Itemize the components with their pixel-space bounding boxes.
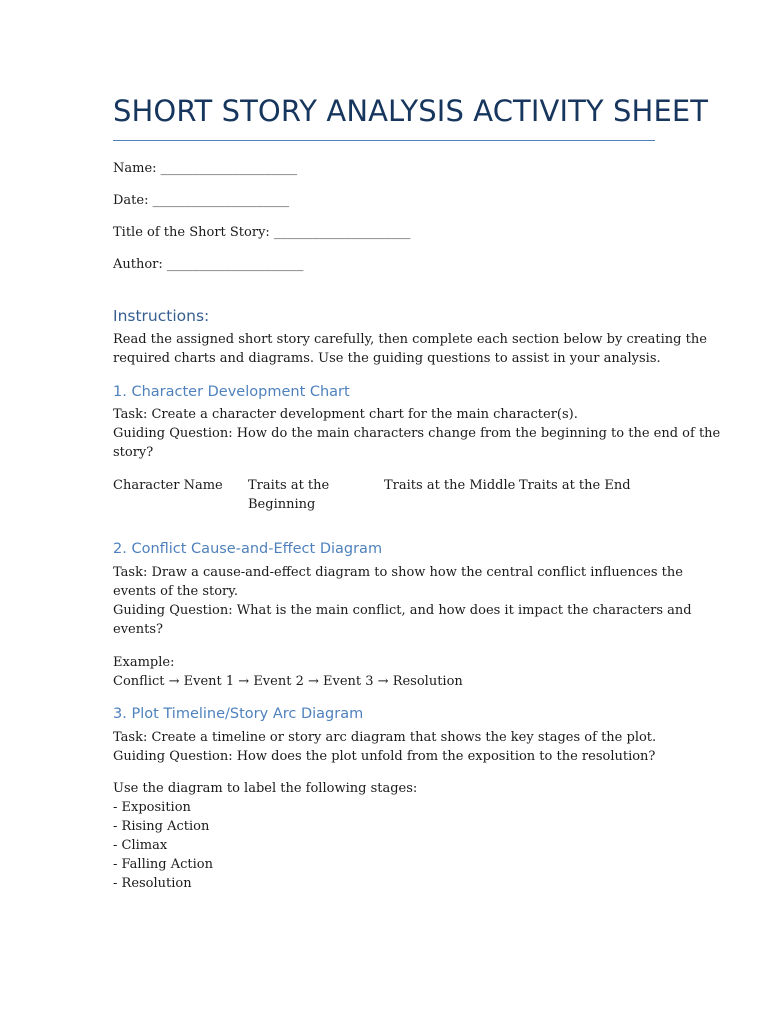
section1-task: Task: Create a character development chart for the main character(s).: [113, 407, 578, 422]
stage-item: - Exposition: [113, 800, 191, 815]
name-field: Name: _____________________: [113, 161, 298, 176]
instructions-heading: Instructions:: [113, 307, 210, 325]
column-header-line: Traits at the: [248, 478, 330, 493]
section3-question: Guiding Question: How does the plot unfold from the exposition to the resolution?: [113, 749, 656, 764]
instructions-line: Read the assigned short story carefully, then complete each section below by creating the: [113, 332, 707, 347]
section2-task: Task: Draw a cause-and-effect diagram to show how the central conflict influences the: [113, 565, 683, 580]
column-header-line: Beginning: [248, 497, 316, 512]
section3-heading: 3. Plot Timeline/Story Arc Diagram: [113, 706, 364, 722]
column-header-character-name: Character Name: [113, 478, 223, 493]
stages-intro: Use the diagram to label the following stages:: [113, 781, 418, 796]
column-header-traits-middle: Traits at the Middle: [384, 478, 516, 493]
story-title-field: Title of the Short Story: _____________________: [113, 225, 411, 240]
section2-task-cont: events of the story.: [113, 584, 239, 599]
stage-item: - Resolution: [113, 876, 192, 891]
page-title: SHORT STORY ANALYSIS ACTIVITY SHEET: [113, 94, 709, 128]
section1-question: Guiding Question: How do the main characters change from the beginning to the end of the: [113, 426, 721, 441]
author-field: Author: _____________________: [113, 257, 304, 272]
section3-task: Task: Create a timeline or story arc diagram that shows the key stages of the plot.: [113, 730, 657, 745]
stage-item: - Falling Action: [113, 857, 213, 872]
title-underline: [113, 140, 655, 141]
section2-question: Guiding Question: What is the main conflict, and how does it impact the characters and: [113, 603, 692, 618]
stage-item: - Climax: [113, 838, 168, 853]
column-header-traits-beginning: [248, 476, 329, 514]
date-field: Date: _____________________: [113, 193, 290, 208]
column-header-traits-end: Traits at the End: [519, 478, 631, 493]
section1-heading: 1. Character Development Chart: [113, 384, 350, 400]
section1-question-cont: story?: [113, 445, 154, 460]
section2-heading: 2. Conflict Cause-and-Effect Diagram: [113, 541, 383, 557]
example-flow: Conflict → Event 1 → Event 2 → Event 3 → Resolution: [113, 674, 463, 689]
section2-question-cont: events?: [113, 622, 163, 637]
stage-item: - Rising Action: [113, 819, 210, 834]
example-label: Example:: [113, 655, 175, 670]
instructions-line: required charts and diagrams. Use the guiding questions to assist in your analysis.: [113, 351, 661, 366]
